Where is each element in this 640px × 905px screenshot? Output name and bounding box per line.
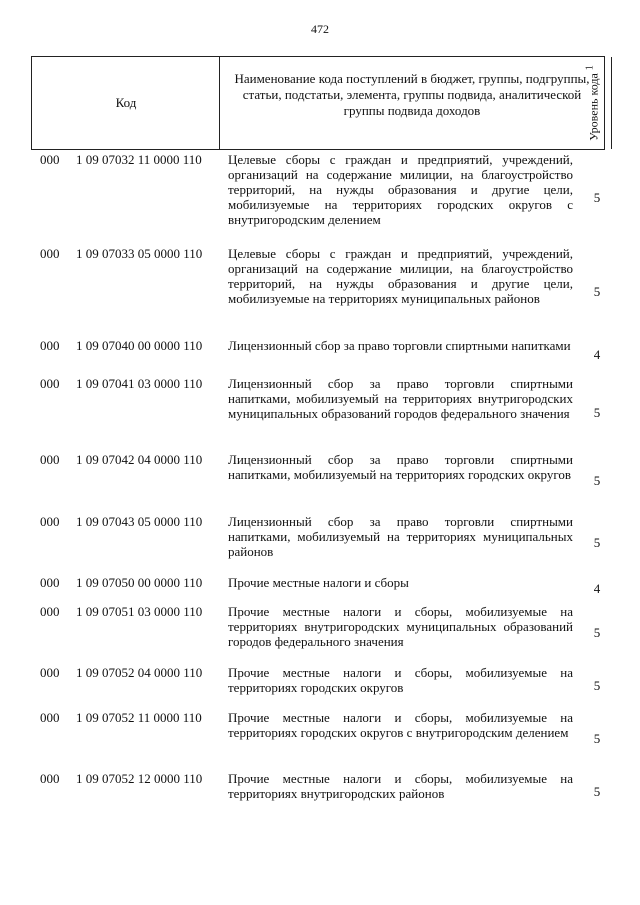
row-name: Прочие местные налоги и сборы, мобилизуемые на территориях внутригородских районов	[228, 771, 573, 801]
row-prefix: 000	[40, 771, 60, 786]
row-level: 5	[593, 678, 601, 693]
header-code-label: Код	[115, 95, 137, 110]
page-number: 472	[311, 22, 329, 36]
row-code: 1 09 07050 00 0000 110	[76, 575, 203, 590]
header-level-label: Уровень кода $^1$	[584, 65, 601, 141]
row-level: 5	[593, 731, 601, 746]
row-prefix: 000	[40, 338, 60, 353]
header-level-footnote: 1	[584, 65, 596, 71]
row-name: Прочие местные налоги и сборы	[228, 575, 409, 590]
row-code: 1 09 07052 11 0000 110	[76, 710, 202, 725]
row-name: Целевые сборы с граждан и предприятий, учреждений, организаций на содержание милиции, на благоустройство территорий, на нужды образования и другие цели, мобилизуемые на территориях городских округов с внутригородским делением	[228, 152, 573, 227]
header-level-column	[582, 57, 604, 149]
row-level: 4	[593, 347, 601, 362]
row-prefix: 000	[40, 665, 60, 680]
row-name: Прочие местные налоги и сборы, мобилизуемые на территориях внутригородских муниципальных образований городов федерального значения	[228, 604, 573, 649]
row-code: 1 09 07033 05 0000 110	[76, 246, 203, 261]
row-prefix: 000	[40, 376, 60, 391]
row-level: 5	[593, 284, 601, 299]
row-prefix: 000	[40, 710, 60, 725]
row-code: 1 09 07041 03 0000 110	[76, 376, 203, 391]
row-prefix: 000	[40, 514, 60, 529]
row-code: 1 09 07042 04 0000 110	[76, 452, 203, 467]
row-level: 5	[593, 784, 601, 799]
row-level: 5	[593, 405, 601, 420]
row-name: Прочие местные налоги и сборы, мобилизуемые на территориях городских округов	[228, 665, 573, 695]
row-name: Лицензионный сбор за право торговли спиртными напитками, мобилизуемый на территориях внутригородских муниципальных образований городов федерального значения	[228, 376, 573, 421]
row-prefix: 000	[40, 152, 60, 167]
row-code: 1 09 07052 12 0000 110	[76, 771, 203, 786]
row-name: Лицензионный сбор за право торговли спиртными напитками	[228, 338, 571, 353]
row-code: 1 09 07051 03 0000 110	[76, 604, 203, 619]
row-level: 5	[593, 535, 601, 550]
row-prefix: 000	[40, 575, 60, 590]
table-header	[31, 56, 605, 150]
row-name: Лицензионный сбор за право торговли спиртными напитками, мобилизуемый на территориях городских округов	[228, 452, 573, 482]
row-code: 1 09 07032 11 0000 110	[76, 152, 202, 167]
row-prefix: 000	[40, 452, 60, 467]
row-level: 5	[593, 190, 601, 205]
row-code: 1 09 07043 05 0000 110	[76, 514, 203, 529]
header-name-label: Наименование кода поступлений в бюджет, группы, подгруппы, статьи, подстатьи, элемента, группы подвида, аналитической группы подвида доходов	[234, 71, 590, 118]
row-level: 5	[593, 625, 601, 640]
row-code: 1 09 07040 00 0000 110	[76, 338, 203, 353]
row-name: Целевые сборы с граждан и предприятий, учреждений, организаций на содержание милиции, на благоустройство территорий, на нужды образования и другие цели, мобилизуемые на территориях муниципальных районов	[228, 246, 573, 306]
row-name: Прочие местные налоги и сборы, мобилизуемые на территориях городских округов с внутригородским делением	[228, 710, 573, 740]
row-prefix: 000	[40, 246, 60, 261]
row-code: 1 09 07052 04 0000 110	[76, 665, 203, 680]
row-prefix: 000	[40, 604, 60, 619]
row-level: 4	[593, 581, 601, 596]
row-level: 5	[593, 473, 601, 488]
row-name: Лицензионный сбор за право торговли спиртными напитками, мобилизуемый на территориях муниципальных районов	[228, 514, 573, 559]
